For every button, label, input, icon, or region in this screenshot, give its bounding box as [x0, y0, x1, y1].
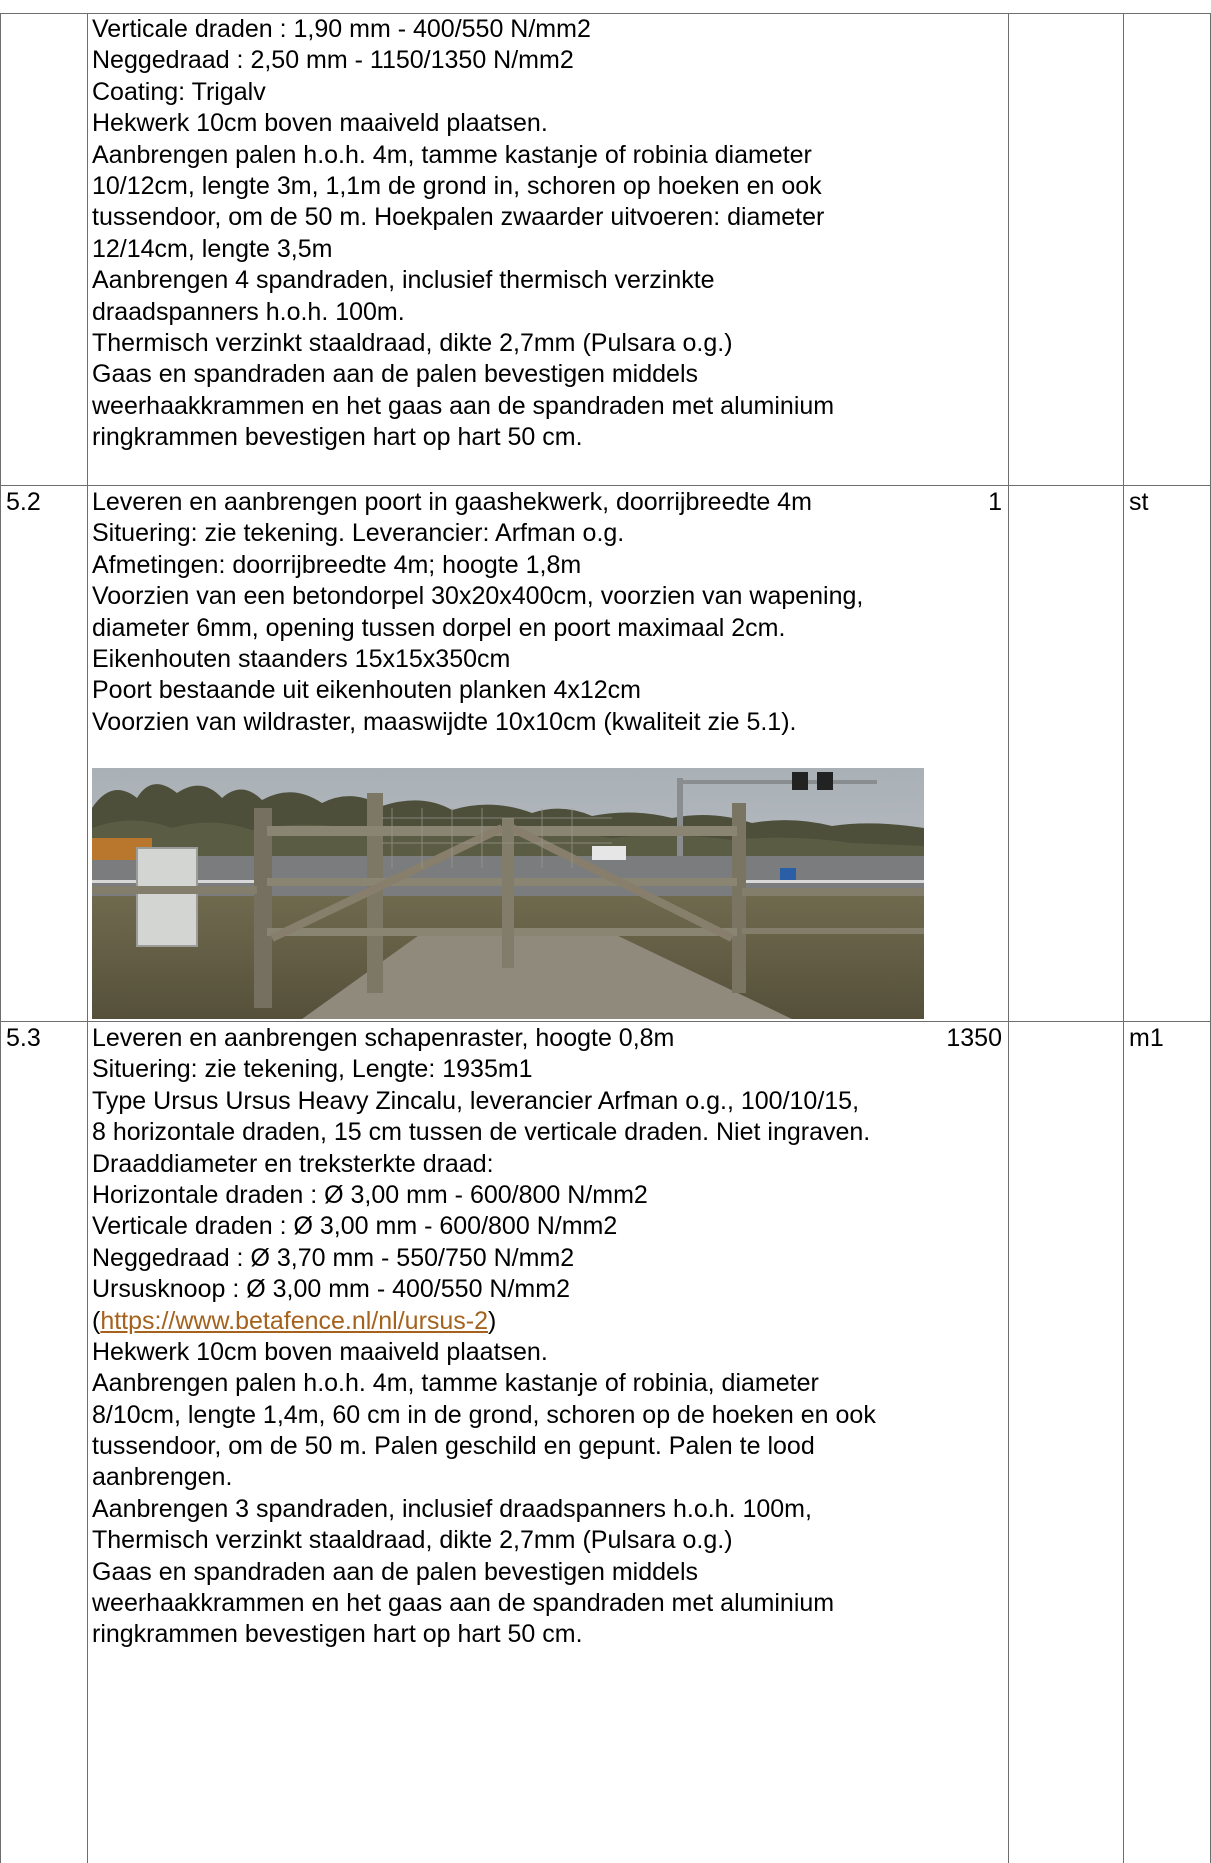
description-line: Gaas en spandraden aan de palen bevestigen middels: [92, 1557, 698, 1586]
description-line: weerhaakkrammen en het gaas aan de spandraden met aluminium: [92, 1589, 835, 1618]
description-line: Thermisch verzinkt staaldraad, dikte 2,7mm (Pulsara o.g.): [92, 1526, 733, 1555]
description-line: Leveren en aanbrengen schapenraster, hoogte 0,8m: [92, 1024, 675, 1052]
description-line: Verticale draden : Ø 3,00 mm - 600/800 N/mm2: [92, 1212, 618, 1241]
row-2-unit: st: [1129, 488, 1149, 516]
row-3-unit: m1: [1129, 1024, 1164, 1052]
row-3-number: 5.3: [6, 1024, 41, 1052]
row-3-description: [92, 1023, 876, 1651]
description-line: aanbrengen.: [92, 1463, 233, 1492]
description-line: Aanbrengen 3 spandraden, inclusief draadspanners h.o.h. 100m,: [92, 1494, 812, 1523]
description-line: weerhaakkrammen en het gaas aan de spandraden met aluminium: [92, 391, 835, 420]
description-line: ringkrammen bevestigen hart op hart 50 cm.: [92, 1620, 583, 1649]
column-divider: [87, 13, 88, 1863]
description-line: Aanbrengen palen h.o.h. 4m, tamme kastanje of robinia diameter: [92, 140, 812, 169]
description-line: Gaas en spandraden aan de palen bevestigen middels: [92, 360, 698, 389]
row-2-description: [92, 487, 863, 738]
description-line: 10/12cm, lengte 3m, 1,1m de grond in, schoren op hoeken en ook: [92, 171, 822, 200]
description-line: draadspanners h.o.h. 100m.: [92, 297, 405, 326]
description-line: tussendoor, om de 50 m. Hoekpalen zwaarder uitvoeren: diameter: [92, 203, 825, 232]
description-line: Eikenhouten staanders 15x15x350cm: [92, 644, 511, 673]
row-divider: [0, 485, 1211, 486]
row-2-number: 5.2: [6, 488, 41, 516]
description-line: Hekwerk 10cm boven maaiveld plaatsen.: [92, 109, 548, 138]
description-line: diameter 6mm, opening tussen dorpel en poort maximaal 2cm.: [92, 613, 786, 642]
description-line: 8 horizontale draden, 15 cm tussen de verticale draden. Niet ingraven.: [92, 1118, 871, 1147]
description-line: Poort bestaande uit eikenhouten planken 4x12cm: [92, 676, 641, 705]
description-line: Aanbrengen 4 spandraden, inclusief thermisch verzinkte: [92, 266, 715, 295]
description-line: Situering: zie tekening, Lengte: 1935m1: [92, 1055, 533, 1084]
description-line: ringkrammen bevestigen hart op hart 50 cm.: [92, 423, 583, 452]
link-close-paren: ): [488, 1306, 497, 1335]
row-1-description: [92, 14, 834, 453]
description-line: Situering: zie tekening. Leverancier: Arfman o.g.: [92, 519, 625, 548]
description-line: Coating: Trigalv: [92, 77, 266, 106]
description-line: Verticale draden : 1,90 mm - 400/550 N/mm2: [92, 15, 591, 43]
description-line: Neggedraad : 2,50 mm - 1150/1350 N/mm2: [92, 46, 574, 75]
description-line: Voorzien van wildraster, maaswijdte 10x10cm (kwaliteit zie 5.1).: [92, 707, 797, 736]
description-line: Thermisch verzinkt staaldraad, dikte 2,7mm (Pulsara o.g.): [92, 328, 733, 357]
description-line: Leveren en aanbrengen poort in gaashekwerk, doorrijbreedte 4m: [92, 488, 812, 516]
description-line: Afmetingen: doorrijbreedte 4m; hoogte 1,8m: [92, 550, 582, 579]
description-line: Ursusknoop : Ø 3,00 mm - 400/550 N/mm2: [92, 1275, 570, 1304]
row-3-quantity: 1350: [946, 1024, 1002, 1052]
description-line: Type Ursus Ursus Heavy Zincalu, leverancier Arfman o.g., 100/10/15,: [92, 1086, 860, 1115]
description-line: Voorzien van een betondorpel 30x20x400cm, voorzien van wapening,: [92, 582, 864, 611]
row-divider: [0, 1021, 1211, 1022]
link-open-paren: (: [92, 1306, 101, 1335]
description-line: Hekwerk 10cm boven maaiveld plaatsen.: [92, 1337, 548, 1366]
gate-photo: [92, 768, 924, 1019]
description-line: tussendoor, om de 50 m. Palen geschild en gepunt. Palen te lood: [92, 1432, 815, 1461]
column-divider: [0, 13, 1, 1863]
row-2-quantity: 1: [988, 488, 1002, 516]
description-line: Aanbrengen palen h.o.h. 4m, tamme kastanje of robinia, diameter: [92, 1369, 819, 1398]
column-divider: [1123, 13, 1124, 1863]
link-line: [92, 1306, 876, 1337]
column-divider: [1008, 13, 1009, 1863]
description-line: Draaddiameter en treksterkte draad:: [92, 1149, 494, 1178]
description-line: Horizontale draden : Ø 3,00 mm - 600/800 N/mm2: [92, 1180, 648, 1209]
description-line: 8/10cm, lengte 1,4m, 60 cm in de grond, schoren op de hoeken en ook: [92, 1400, 876, 1429]
betafence-ursus-link[interactable]: https://www.betafence.nl/nl/ursus-2: [100, 1306, 489, 1335]
description-line: Neggedraad : Ø 3,70 mm - 550/750 N/mm2: [92, 1243, 575, 1272]
description-line: 12/14cm, lengte 3,5m: [92, 234, 333, 263]
